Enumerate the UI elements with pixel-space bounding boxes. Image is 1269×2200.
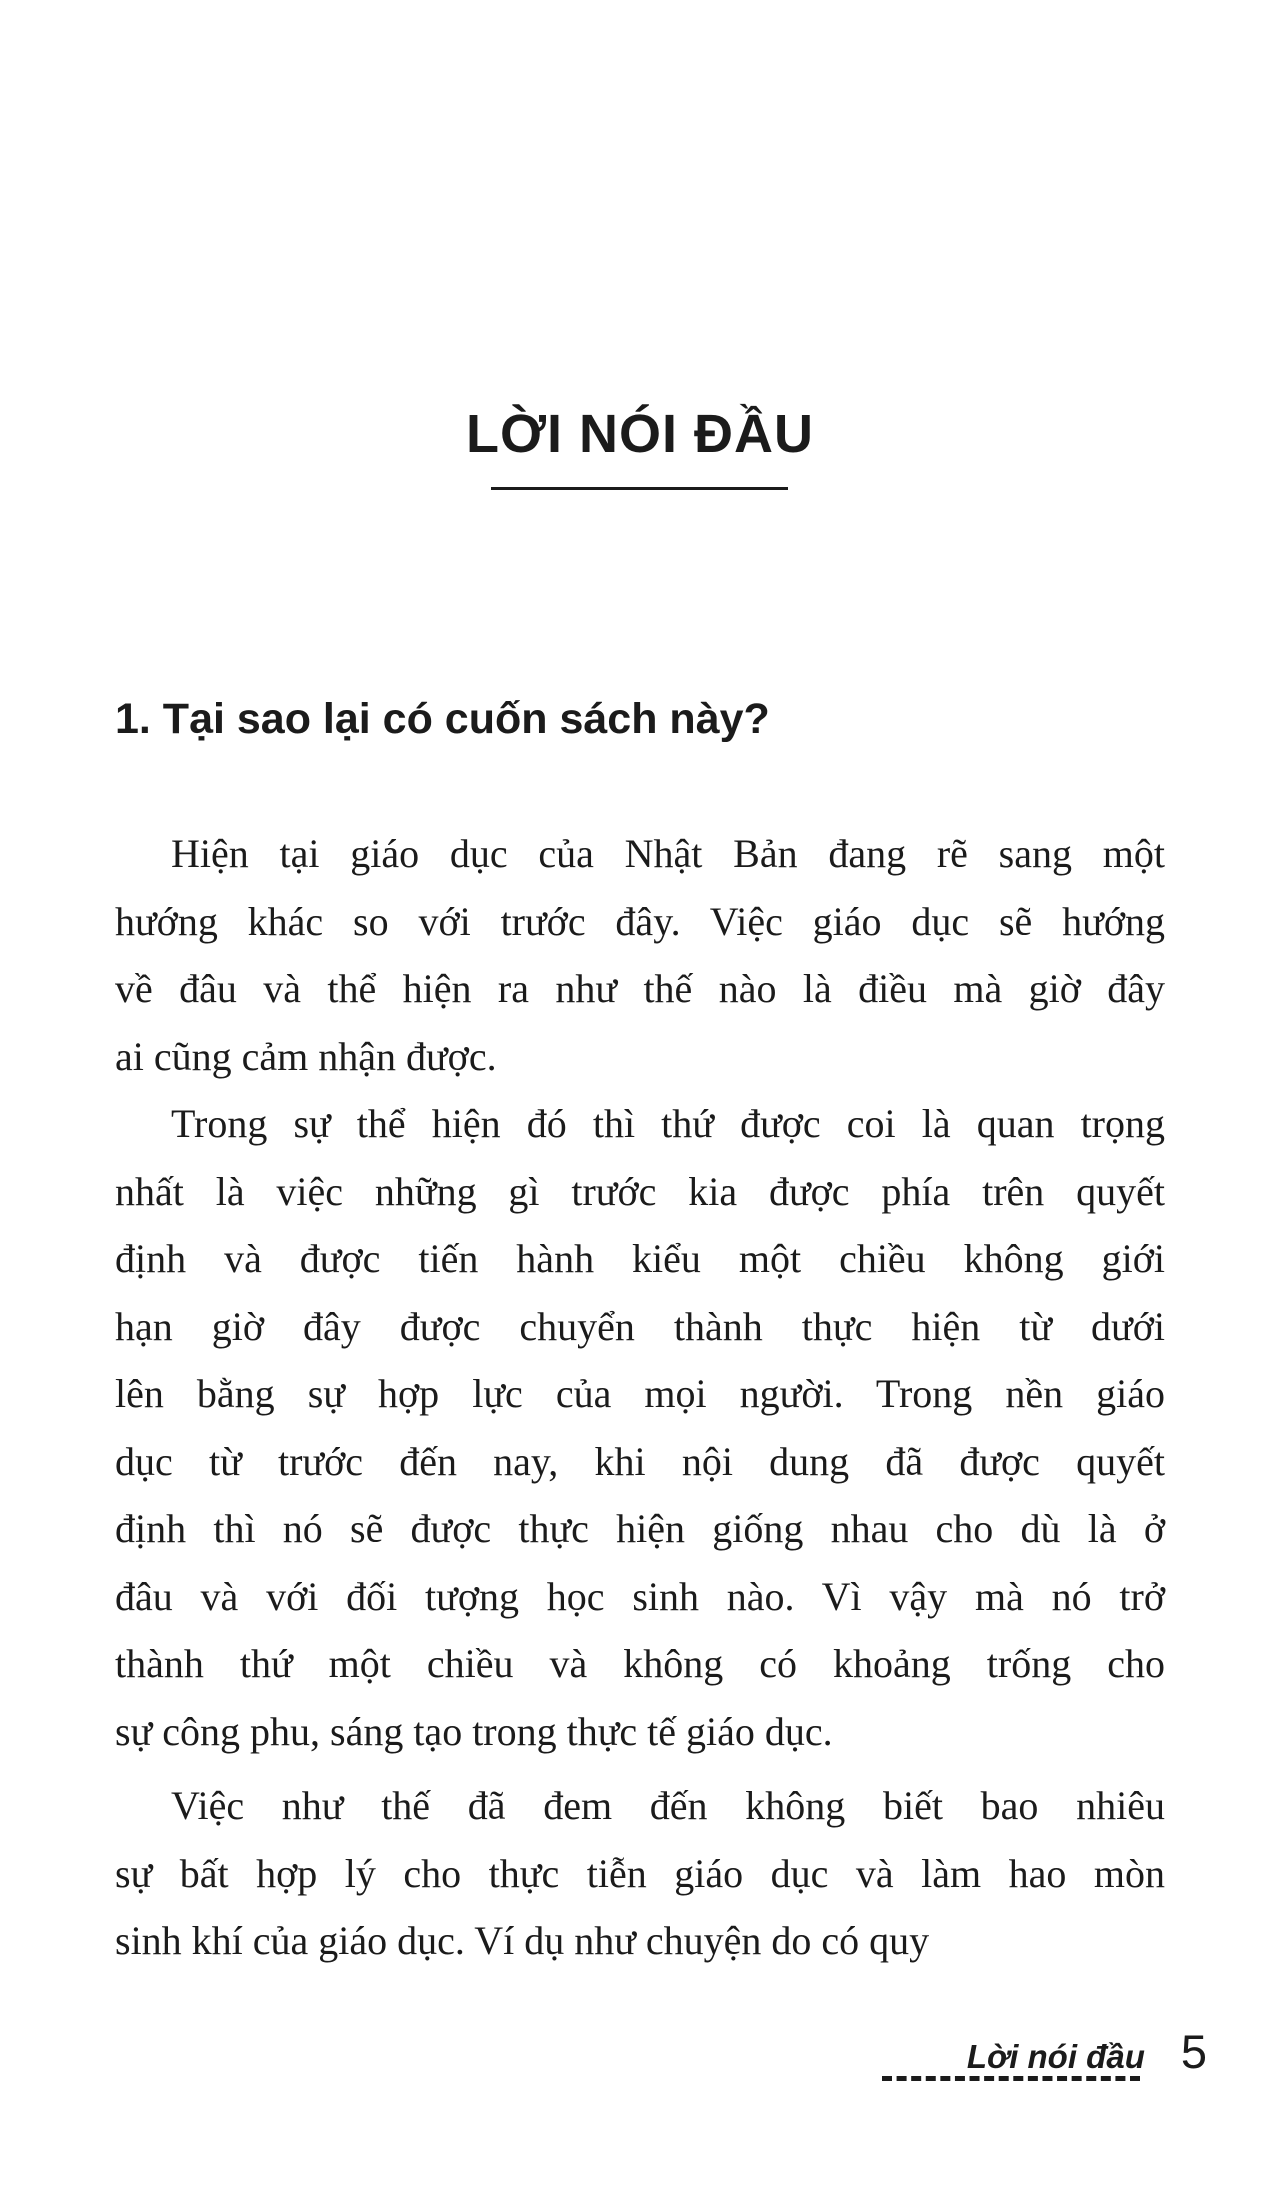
text-line: dục từ trước đến nay, khi nội dung đã được quyết	[115, 1438, 1165, 1484]
paragraph	[115, 1090, 1165, 1765]
section-heading: 1. Tại sao lại có cuốn sách này?	[115, 695, 770, 743]
body-text	[115, 820, 1165, 1975]
text-line: sự bất hợp lý cho thực tiễn giáo dục và làm hao mòn	[115, 1850, 1165, 1896]
text-line: hướng khác so với trước đây. Việc giáo dục sẽ hướng	[115, 898, 1165, 944]
text-line: Trong sự thể hiện đó thì thứ được coi là quan trọng	[171, 1101, 1165, 1146]
text-line: nhất là việc những gì trước kia được phía trên quyết	[115, 1168, 1165, 1214]
text-line: sự công phu, sáng tạo trong thực tế giáo dục.	[115, 1708, 833, 1754]
text-line: đâu và với đối tượng học sinh nào. Vì vậy mà nó trở	[115, 1573, 1165, 1619]
footer-chapter-label: Lời nói đầu	[966, 2038, 1145, 2075]
page-title: LỜI NÓI ĐẦU	[465, 404, 815, 464]
text-line: về đâu và thể hiện ra như thế nào là điều mà giờ đây	[115, 966, 1165, 1011]
text-line: thành thứ một chiều và không có khoảng trống cho	[115, 1641, 1165, 1686]
page-footer	[967, 2024, 1207, 2079]
title-underline	[491, 487, 788, 490]
footer-page-number: 5	[1180, 2025, 1207, 2078]
text-line: sinh khí của giáo dục. Ví dụ như chuyện do có quy	[115, 1918, 930, 1963]
footer-dashed-line	[882, 2076, 1140, 2081]
text-line: Việc như thế đã đem đến không biết bao nhiêu	[171, 1783, 1165, 1828]
text-line: Hiện tại giáo dục của Nhật Bản đang rẽ sang một	[171, 831, 1165, 876]
paragraph	[115, 1772, 1165, 1975]
text-line: lên bằng sự hợp lực của mọi người. Trong nền giáo	[115, 1371, 1165, 1416]
text-line: định và được tiến hành kiểu một chiều không giới	[115, 1236, 1165, 1281]
paragraph	[115, 820, 1165, 1090]
text-line: định thì nó sẽ được thực hiện giống nhau cho dù là ở	[115, 1506, 1165, 1551]
text-line: ai cũng cảm nhận được.	[115, 1033, 497, 1079]
text-line: hạn giờ đây được chuyển thành thực hiện từ dưới	[115, 1303, 1165, 1349]
